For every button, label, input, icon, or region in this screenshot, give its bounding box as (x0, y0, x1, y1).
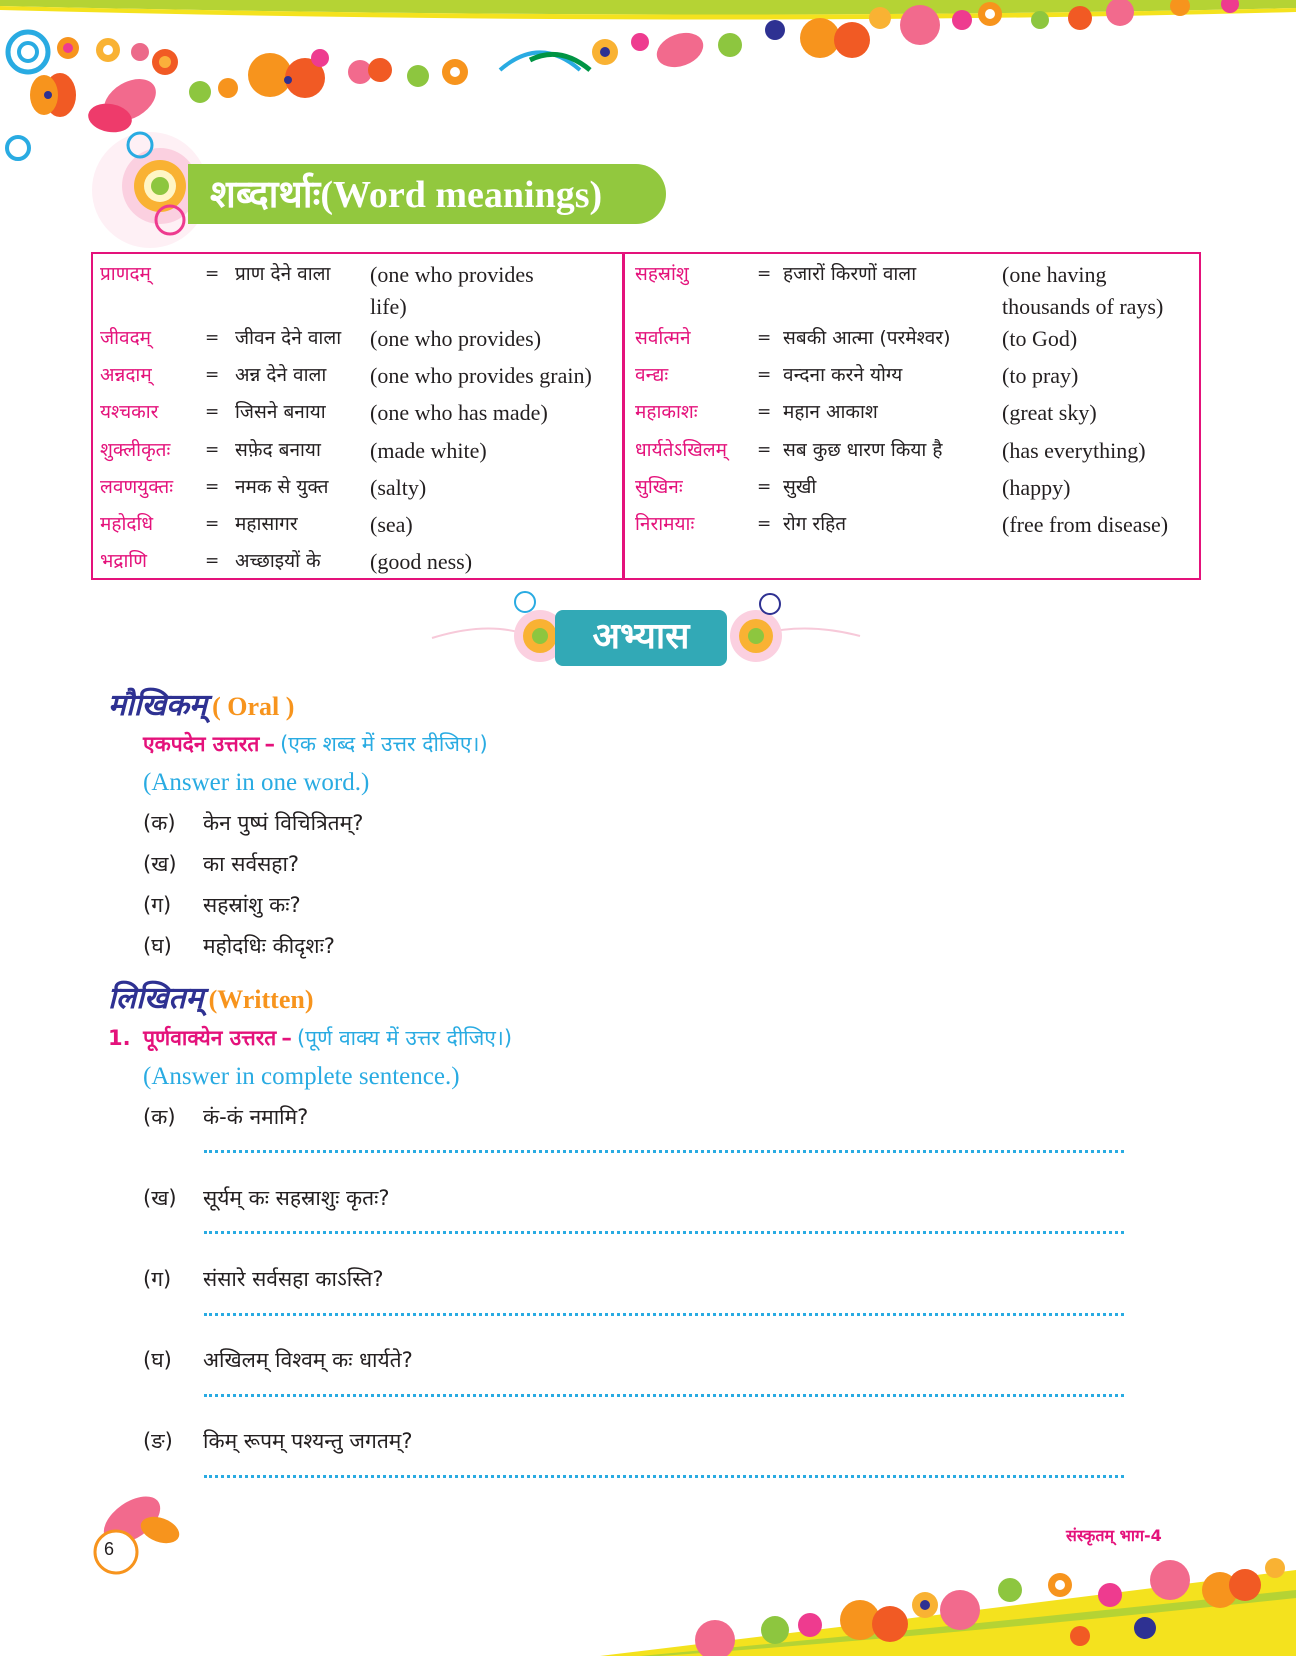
glossary-equals: = (757, 402, 772, 423)
glossary-equals: = (205, 402, 220, 423)
glossary-hindi: सुखी (783, 475, 817, 498)
glossary-hindi: हजारों किरणों वाला (783, 263, 917, 285)
question-text: सूर्यम् कः सहस्राशुः कृतः? (203, 1186, 390, 1210)
glossary-word: लवणयुक्तः (100, 475, 174, 498)
section-title: शब्दार्थाः(Word meanings) (210, 174, 603, 216)
oral-heading-sanskrit: मौखिकम् (108, 688, 207, 723)
oral-instruction-dash: – (264, 732, 275, 756)
glossary-english: (to God) (1002, 326, 1078, 351)
written-instruction-hindi: (पूर्ण वाक्य में उत्तर दीजिए।) (296, 1026, 513, 1050)
oral-question (143, 850, 299, 878)
question-text: का सर्वसहा? (203, 852, 300, 876)
glossary-row (100, 472, 616, 509)
glossary-hindi: अच्छाइयों के (235, 550, 321, 573)
glossary-english: (has everything) (1002, 437, 1146, 463)
glossary-english: (one who provides) (370, 326, 542, 351)
glossary-english: (one having thousands of rays) (1002, 262, 1164, 319)
glossary-hindi: प्राण देने वाला (235, 263, 331, 285)
question-label: (ग) (143, 1267, 172, 1291)
glossary-word: निरामयाः (635, 512, 695, 535)
glossary-english: (salty) (370, 474, 427, 500)
exercise-badge-label: अभ्यास (592, 616, 690, 657)
glossary-hindi: अन्न देने वाला (235, 364, 327, 387)
oral-instruction-hindi: (एक शब्द में उत्तर दीजिए।) (280, 732, 488, 756)
question-text: महोदधिः कीदृशः? (203, 934, 335, 958)
glossary-english: (made white) (370, 437, 487, 463)
glossary-word: अन्नदाम् (100, 364, 152, 387)
glossary-row (635, 323, 1195, 360)
question-text: केन पुष्पं विचित्रितम्? (203, 811, 364, 835)
glossary-equals: = (205, 328, 220, 348)
answer-line[interactable] (204, 1150, 1124, 1153)
question-label: (क) (143, 811, 176, 835)
glossary-row (635, 397, 1195, 434)
question-label: (ख) (143, 1186, 177, 1210)
written-question (143, 1184, 390, 1212)
glossary-english: (great sky) (1002, 400, 1097, 426)
written-instruction-dash: – (281, 1026, 292, 1050)
answer-line[interactable] (204, 1231, 1124, 1234)
glossary-english: (free from disease) (1002, 511, 1169, 537)
question-text: अखिलम् विश्वम् कः धार्यते? (203, 1348, 413, 1372)
written-question (143, 1103, 308, 1131)
question-text: किम् रूपम् पश्यन्तु जगतम्? (203, 1429, 413, 1453)
glossary-english: (one who provides life) (370, 262, 534, 319)
page-number-flower (95, 1487, 183, 1573)
written-question (143, 1346, 413, 1374)
written-heading-english: (Written) (208, 985, 314, 1014)
glossary-equals: = (757, 439, 772, 460)
glossary-hindi: सबकी आत्मा (परमेश्वर) (783, 327, 951, 349)
glossary-equals: = (757, 365, 772, 386)
oral-instruction-sanskrit: एकपदेन उत्तरत (143, 732, 260, 756)
glossary-english: (good ness) (370, 549, 473, 575)
oral-instruction (143, 730, 488, 758)
glossary-row (635, 509, 1195, 546)
glossary-hindi: नमक से युक्त (235, 475, 329, 498)
written-heading-sanskrit: लिखितम् (108, 981, 204, 1016)
glossary-row (635, 360, 1195, 397)
glossary-equals: = (757, 476, 772, 497)
oral-question (143, 809, 363, 837)
glossary-english: (happy) (1002, 474, 1071, 500)
glossary-hindi: वन्दना करने योग्य (783, 364, 903, 387)
question-label: (ङ) (143, 1429, 173, 1453)
question-label: (ख) (143, 852, 177, 876)
glossary-divider (622, 252, 625, 580)
glossary-hindi: महान आकाश (783, 401, 878, 424)
question-label: (घ) (143, 1348, 172, 1372)
glossary-english: (sea) (370, 511, 413, 537)
oral-question (143, 891, 301, 919)
glossary-word: यश्चकार (100, 401, 159, 424)
glossary-equals: = (757, 513, 772, 534)
glossary-word: वन्द्यः (635, 364, 669, 387)
glossary-equals: = (205, 439, 220, 460)
glossary-english: (one who provides grain) (370, 363, 592, 389)
written-heading (108, 976, 314, 1017)
glossary-hindi: महासागर (235, 512, 298, 535)
question-label: (ग) (143, 893, 172, 917)
question-text: सहस्रांशु कः? (203, 893, 301, 917)
glossary-left-column (100, 259, 616, 583)
book-title: संस्कृतम् भाग-4 (1066, 1526, 1162, 1545)
oral-question (143, 932, 335, 960)
glossary-equals: = (205, 513, 220, 534)
glossary-word: जीवदम् (100, 327, 152, 349)
glossary-equals: = (205, 365, 220, 386)
glossary-word: भद्राणि (100, 550, 148, 573)
glossary-word: शुक्लीकृतः (100, 438, 171, 461)
glossary-row (100, 546, 616, 583)
glossary-hindi: सफ़ेद बनाया (235, 438, 321, 461)
glossary-word: महाकाशः (635, 401, 698, 424)
glossary-row (100, 323, 616, 360)
glossary-word: महोदधि (100, 512, 154, 535)
glossary-english: (to pray) (1002, 363, 1079, 389)
oral-instruction-english: (Answer in one word.) (143, 769, 370, 796)
question-text: कं-कं नमामि? (203, 1105, 309, 1129)
answer-line[interactable] (204, 1475, 1124, 1478)
glossary-equals: = (757, 264, 772, 284)
answer-line[interactable] (204, 1394, 1124, 1397)
glossary-row (100, 397, 616, 434)
page-number: 6 (104, 1539, 115, 1559)
glossary-row (635, 435, 1195, 472)
question-label: (घ) (143, 934, 172, 958)
oral-heading (108, 683, 294, 724)
glossary-right-column (635, 259, 1195, 546)
glossary-word: प्राणदम् (100, 263, 151, 285)
glossary-row (100, 259, 616, 323)
glossary-word: धार्यतेऽखिलम् (635, 438, 728, 461)
written-question (143, 1427, 413, 1455)
bottom-flower-border (600, 1558, 1296, 1656)
glossary-word: सहस्रांशु (635, 263, 689, 285)
glossary-equals: = (205, 264, 220, 284)
glossary-hindi: सब कुछ धारण किया है (783, 438, 943, 461)
glossary-row (100, 435, 616, 472)
glossary-equals: = (757, 328, 772, 348)
glossary-equals: = (205, 476, 220, 497)
answer-line[interactable] (204, 1313, 1124, 1316)
glossary-word: सर्वात्मने (635, 327, 691, 349)
glossary-hindi: रोग रहित (783, 512, 847, 535)
written-instruction-sanskrit: पूर्णवाक्येन उत्तरत (143, 1026, 277, 1050)
written-question (143, 1265, 384, 1293)
question-label: (क) (143, 1105, 176, 1129)
glossary-row (635, 472, 1195, 509)
written-instruction (108, 1024, 512, 1052)
top-flower-border (7, 0, 1239, 159)
glossary-equals: = (205, 551, 220, 572)
written-instruction-english: (Answer in complete sentence.) (143, 1063, 460, 1090)
question-text: संसारे सर्वसहा काऽस्ति? (203, 1267, 384, 1291)
glossary-hindi: जीवन देने वाला (235, 327, 342, 349)
glossary-row (100, 360, 616, 397)
glossary-row (635, 259, 1195, 323)
glossary-hindi: जिसने बनाया (235, 401, 326, 424)
glossary-english: (one who has made) (370, 400, 548, 426)
question-number: 1. (108, 1026, 131, 1050)
glossary-word: सुखिनः (635, 475, 683, 498)
oral-heading-english: ( Oral ) (212, 692, 295, 721)
glossary-row (100, 509, 616, 546)
